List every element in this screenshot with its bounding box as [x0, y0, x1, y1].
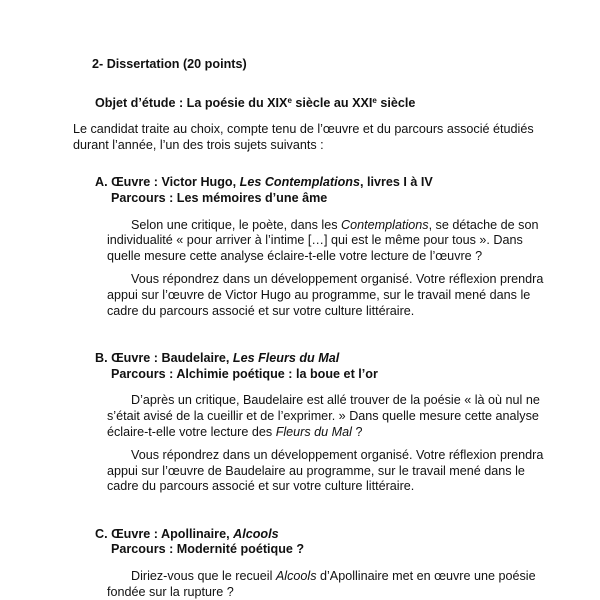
intro-line-1: Le candidat traite au choix, compte tenu de l’œuvre et du parcours associé étudiés — [73, 122, 534, 137]
subject-a-question-line-2: individualité « pour arriver à l’intime […] qui est le même pour tous ». Dans — [107, 233, 523, 248]
subject-b-parcours: Parcours : Alchimie poétique : la boue et l’or — [111, 366, 378, 381]
object-of-study-heading — [95, 96, 600, 112]
subject-b-question-line-3 — [107, 425, 528, 441]
subject-b-instructions-line-3: cadre du parcours associé et sur votre culture littéraire. — [107, 479, 415, 494]
intro-line-2: durant l’année, l’un des trois sujets suivants : — [73, 137, 324, 152]
object-of-study-prefix: Objet d’étude : La poésie du XIX — [95, 95, 288, 110]
text-segment: d’Apollinaire met en œuvre une poésie — [316, 569, 536, 584]
superscript-e: e — [287, 95, 292, 105]
italic-work-title: Contemplations — [341, 217, 429, 232]
subject-a-work-title: Les Contemplations — [239, 175, 360, 190]
text-segment: Diriez-vous que le recueil — [131, 569, 276, 584]
subject-c-parcours: Parcours : Modernité poétique ? — [111, 542, 305, 557]
subject-b-question — [107, 393, 540, 440]
subject-b-instructions-line-1: Vous répondrez dans un développement organisé. Votre réflexion prendra — [131, 448, 544, 463]
subject-a-instructions-line-2: appui sur l’œuvre de Victor Hugo au programme, sur le travail mené dans le — [107, 287, 531, 302]
subject-a-instructions-line-1: Vous répondrez dans un développement organisé. Votre réflexion prendra — [131, 272, 544, 287]
subject-b-work-title: Les Fleurs du Mal — [232, 351, 340, 366]
subject-a-instructions-line-3: cadre du parcours associé et sur votre culture littéraire. — [107, 303, 415, 318]
subject-c-question-line-2: fondée sur la rupture ? — [107, 584, 234, 599]
subject-b-instructions — [107, 448, 544, 495]
italic-work-title: Fleurs du Mal — [275, 424, 352, 439]
subject-a-title — [95, 175, 600, 191]
subject-b-question-line-2: s’était avisé de la cueillir et de l’exprimer. » Dans quelle mesure cette analyse — [107, 408, 539, 423]
subject-a-question-line-1 — [107, 217, 539, 234]
intro-paragraph — [73, 122, 600, 153]
text-segment: ? — [351, 424, 363, 439]
subject-b-instructions-line-2: appui sur l’œuvre de Baudelaire au programme, sur le travail mené dans le — [107, 463, 525, 478]
subject-c-question — [107, 569, 536, 600]
subject-c-title — [95, 527, 600, 543]
subject-a-question — [107, 217, 539, 265]
italic-work-title: Alcools — [275, 569, 317, 584]
text-segment: éclaire-t-elle votre lecture des — [107, 424, 276, 439]
subject-b-title-prefix: B. Œuvre : Baudelaire, — [95, 351, 233, 366]
text-segment: Selon une critique, le poète, dans les — [131, 217, 342, 232]
subject-a-parcours: Parcours : Les mémoires d’une âme — [111, 190, 328, 205]
superscript-e: e — [372, 95, 377, 105]
subject-a-title-prefix: A. Œuvre : Victor Hugo, — [95, 175, 240, 190]
text-segment: , se détache de son — [428, 217, 539, 232]
subject-b-question-line-1: D’après un critique, Baudelaire est allé trouver de la poésie « là où nul ne — [131, 393, 540, 408]
subject-a-question-line-3: quelle mesure cette analyse éclaire-t-elle votre lecture de l’œuvre ? — [107, 248, 483, 263]
subject-a-instructions — [107, 272, 544, 319]
object-of-study-suffix: siècle — [376, 95, 416, 110]
subject-c-title-prefix: C. Œuvre : Apollinaire, — [95, 526, 234, 541]
subject-c-question-line-1 — [107, 569, 536, 585]
object-of-study-middle: siècle au XXI — [291, 95, 373, 110]
subject-c-work-title: Alcools — [233, 526, 279, 541]
section-heading: 2- Dissertation (20 points) — [92, 57, 247, 71]
subject-b-title — [95, 351, 600, 367]
subject-a-title-suffix: , livres I à IV — [359, 175, 433, 190]
